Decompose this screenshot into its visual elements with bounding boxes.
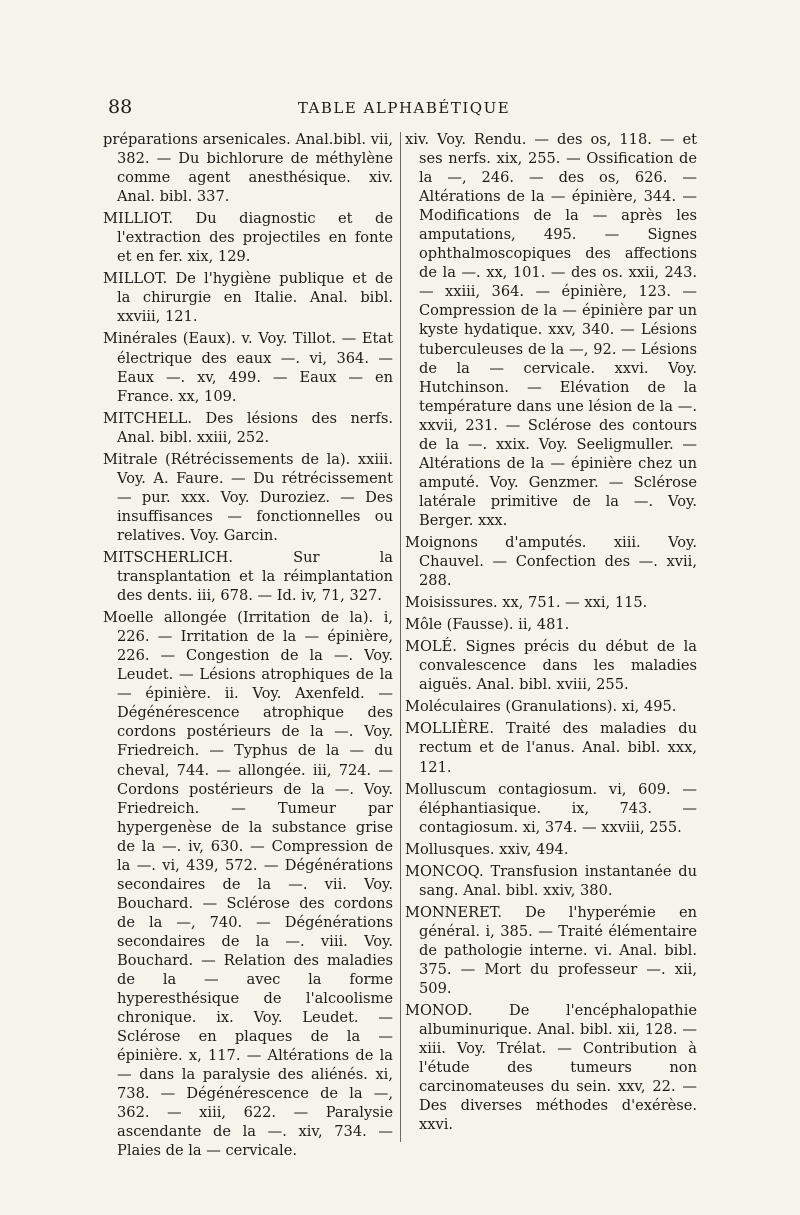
index-entry: xiv. Voy. Rendu. — des os, 118. — et ses nerfs. xix, 255. — Ossification de la —, 246. — des os, 626. — Altérations de la — épinière, 344. — Modifications de la — après les amputations, 495. — Signes ophthalmoscopiques des affections de la —. xx, 101. — des os. xxii, 243. — xxiii, 364. — épinière, 123. — Compression de la — épinière par un kyste hydatique. xxv, 340. — Lésions tuberculeuses de la —, 92. — Lésions de la — cervicale. xxvi. Voy. Hutchinson. — Elévation de la température dans une lésion de la —. xxvii, 231. — Sclérose des contours de la —. xxix. Voy. Seeligmuller. — Altérations de la — épinière chez un amputé. Voy. Genzmer. — Sclérose latérale primitive de la —. Voy. Berger. xxx. [405, 131, 697, 529]
right-column [405, 130, 697, 1137]
index-entry: MONOD. De l'encéphalopathie albuminurique. Anal. bibl. xii, 128. — xiii. Voy. Trélat. — Contribution à l'étude des tumeurs non carcinomateuses du sein. xxv, 22. — Des diverses méthodes d'exérèse. xxvi. [405, 1002, 697, 1134]
index-entry: Moisissures. xx, 751. — xxi, 115. [405, 594, 648, 612]
index-entry: préparations arsenicales. Anal.bibl. vii, 382. — Du bichlorure de méthylène comme agent anesthésique. xiv. Anal. bibl. 337. [103, 131, 393, 206]
index-entry: MOLLIÈRE. Traité des maladies du rectum et de l'anus. Anal. bibl. xxx, 121. [405, 720, 697, 776]
index-entry: Môle (Fausse). ii, 481. [405, 616, 570, 634]
index-entry: Minérales (Eaux). v. Voy. Tillot. — Etat électrique des eaux —. vi, 364. — Eaux —. xv, 499. — Eaux — en France. xx, 109. [103, 330, 393, 405]
index-entry: MILLIOT. Du diagnostic et de l'extraction des projectiles en fonte et en fer. xix, 129. [103, 210, 393, 266]
page-number: 88 [108, 96, 133, 118]
index-entry: MITCHELL. Des lésions des nerfs. Anal. bibl. xxiii, 252. [103, 409, 393, 446]
index-entry: MILLOT. De l'hygiène publique et de la chirurgie en Italie. Anal. bibl. xxviii, 121. [103, 270, 393, 326]
column-divider [400, 132, 401, 1142]
index-entry: Moelle allongée (Irritation de la). i, 226. — Irritation de la — épinière, 226. — Congestion de la —. Voy. Leudet. — Lésions atrophiques de la — épinière. ii. Voy. Axenfeld. — Dégénérescence atrophique des cordons postérieurs de la —. Voy. Friedreich. — Typhus de la — du cheval, 744. — allongée. iii, 724. — Cordons postérieurs de la —. Voy. Friedreich. — Tumeur par hypergenèse de la substance grise de la —. iv, 630. — Compression de la —. vi, 439, 572. — Dégénérations secondaires de la —. vii. Voy. Bouchard. — Sclérose des cordons de la —, 740. — Dégénérations secondaires de la —. viii. Voy. Bouchard. — Relation des maladies de la — avec la forme hyperesthésique de l'alcoolisme chronique. ix. Voy. Leudet. — Sclérose en plaques de la — épinière. x, 117. — Altérations de la — dans la paralysie des aliénés. xi, 738. — Dégénérescence de la —, 362. — xiii, 622. — Paralysie ascendante de la —. xiv, 734. — Plaies de la — cervicale. [103, 609, 393, 1160]
index-entry: MONNERET. De l'hyperémie en général. i, 385. — Traité élémentaire de pathologie interne. vi. Anal. bibl. 375. — Mort du professeur —. xii, 509. [405, 903, 697, 998]
index-entry: Mollusques. xxiv, 494. [405, 840, 569, 858]
index-entry: Molluscum contagiosum. vi, 609. — éléphantiasique. ix, 743. — contagiosum. xi, 374. — xxviii, 255. [405, 780, 697, 836]
index-entry: MOLÉ. Signes précis du début de la convalescence dans les maladies aiguës. Anal. bibl. xviii, 255. [405, 638, 697, 694]
page-header [108, 96, 700, 124]
index-entry: MITSCHERLICH. Sur la transplantation et la réimplantation des dents. iii, 678. — Id. iv, 71, 327. [103, 548, 393, 605]
running-title: TABLE ALPHABÉTIQUE [297, 99, 511, 117]
index-entry: Moléculaires (Granulations). xi, 495. [405, 698, 677, 716]
left-column [103, 130, 393, 1163]
index-entry: MONCOQ. Transfusion instantanée du sang. Anal. bibl. xxiv, 380. [405, 862, 697, 899]
index-entry: Moignons d'amputés. xiii. Voy. Chauvel. — Confection des —. xvii, 288. [405, 533, 697, 590]
index-entry: Mitrale (Rétrécissements de la). xxiii. Voy. A. Faure. — Du rétrécissement — pur. xxx. Voy. Duroziez. — Des insuffisances — fonctionnelles ou relatives. Voy. Garcin. [103, 450, 393, 544]
